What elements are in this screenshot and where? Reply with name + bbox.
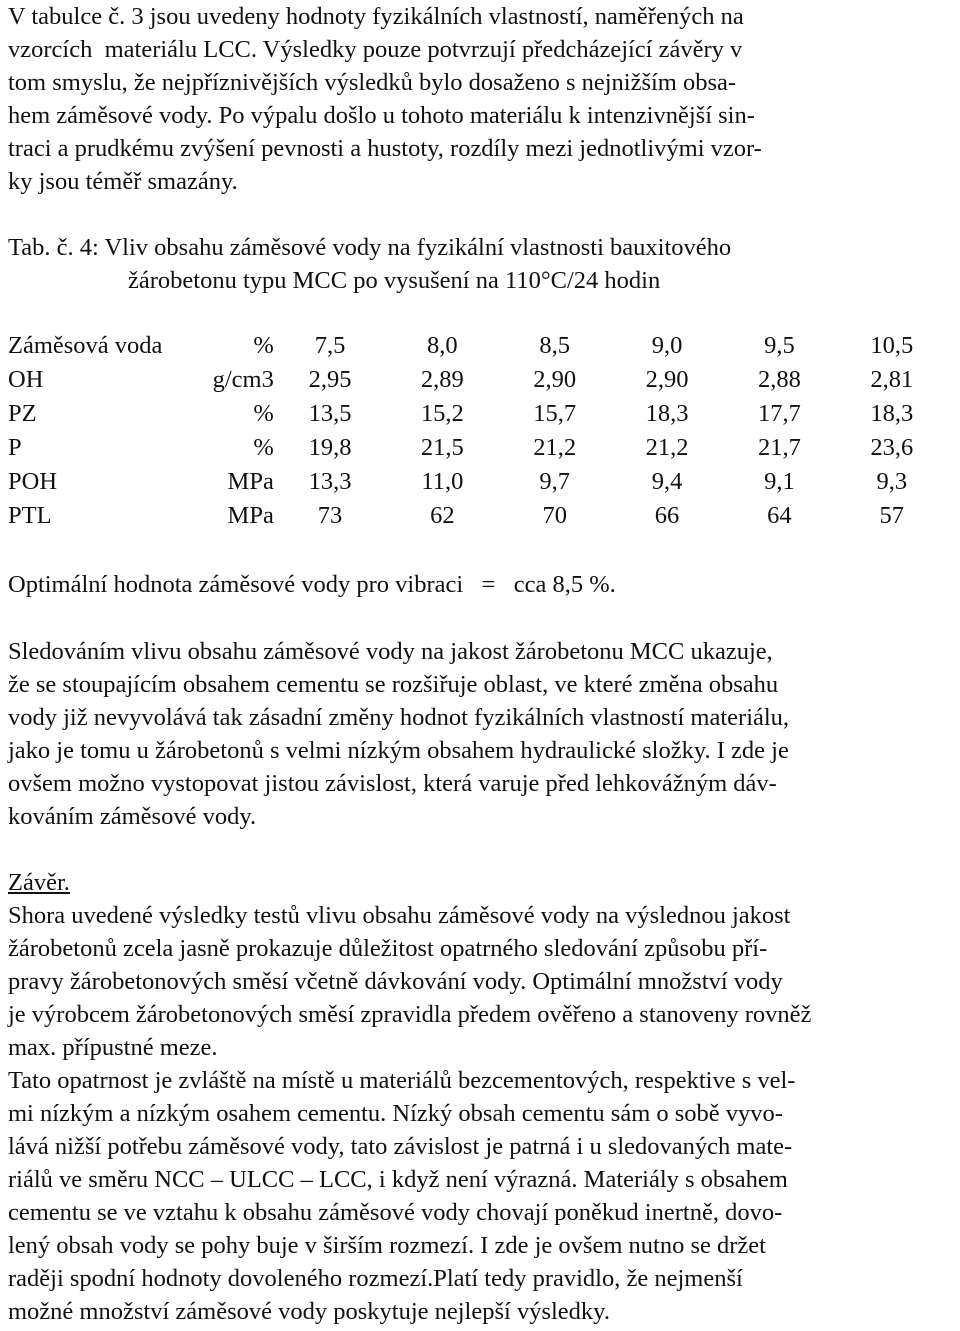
row-unit: % <box>253 400 274 427</box>
row-unit: MPa <box>227 468 274 495</box>
intro-line: traci a prudkému zvýšení pevnosti a hustoty, rozdíly mezi jednotlivými vzor- <box>8 135 762 162</box>
table-row <box>8 465 948 499</box>
table-cell: 73 <box>317 502 343 529</box>
table-cell: 18,3 <box>645 400 689 427</box>
intro-line: vzorcích materiálu LCC. Výsledky pouze potvrzují předcházející závěry v <box>8 36 743 63</box>
conclusion-line: max. přípustné meze. <box>8 1034 218 1061</box>
conclusion-line: je výrobcem žárobetonových směsí zpravidla předem ověřeno a stanoveny rovněž <box>8 1001 812 1028</box>
intro-line: V tabulce č. 3 jsou uvedeny hodnoty fyzikálních vlastností, naměřených na <box>8 3 744 30</box>
table-row <box>8 329 948 363</box>
table-row <box>8 499 948 533</box>
row-unit: % <box>253 332 274 359</box>
table-cell: 23,6 <box>870 434 914 461</box>
row-label: P <box>8 434 22 461</box>
row-label: Záměsová voda <box>8 332 163 359</box>
table-row <box>8 363 948 397</box>
table-cell: 2,90 <box>645 366 689 393</box>
discussion-line: že se stoupajícím obsahem cementu se rozšiřuje oblast, ve které změna obsahu <box>8 671 779 698</box>
conclusion-line: cementu se ve vztahu k obsahu záměsové vody chovají poněkud inertně, dovo- <box>8 1199 783 1226</box>
properties-table <box>8 329 948 533</box>
table-cell: 11,0 <box>421 468 464 495</box>
table-cell: 9,7 <box>539 468 570 495</box>
discussion-line: jako je tomu u žárobetonů s velmi nízkým obsahem hydraulické složky. I zde je <box>8 737 789 764</box>
intro-line: tom smyslu, že nejpříznivějších výsledků bylo dosaženo s nejnižším obsa- <box>8 69 737 96</box>
table-cell: 2,88 <box>757 366 801 393</box>
table-cell: 13,5 <box>308 400 352 427</box>
row-label: PTL <box>8 502 52 529</box>
table-cell: 21,2 <box>645 434 689 461</box>
table-cell: 9,0 <box>651 332 683 359</box>
table-cell: 62 <box>430 502 455 529</box>
row-label: OH <box>8 366 44 393</box>
conclusion-line: riálů ve směru NCC – ULCC – LCC, i když není výrazná. Materiály s obsahem <box>8 1166 788 1193</box>
table-caption: Tab. č. 4: Vliv obsahu záměsové vody na fyzikální vlastnosti bauxitového <box>8 234 732 261</box>
conclusion-line: raději spodní hodnoty dovoleného rozmezí.Platí tedy pravidlo, že nejmenší <box>8 1265 743 1292</box>
conclusion-line: Tato opatrnost je zvláště na místě u materiálů bezcementových, respektive s vel- <box>8 1067 796 1094</box>
conclusion-heading: Závěr. <box>8 869 70 896</box>
conclusion-line: pravy žárobetonových směsí včetně dávkování vody. Optimální množství vody <box>8 968 783 995</box>
table-cell: 19,8 <box>308 434 352 461</box>
table-cell: 2,81 <box>870 366 914 393</box>
table-cell: 21,5 <box>420 434 464 461</box>
table-cell: 10,5 <box>870 332 914 359</box>
table-cell: 8,0 <box>427 332 458 359</box>
discussion-line: ovšem možno vystopovat jistou závislost, která varuje před lehkovážným dáv- <box>8 770 777 797</box>
table-cell: 57 <box>879 502 905 529</box>
table-cell: 70 <box>542 502 567 529</box>
table-cell: 8,5 <box>539 332 570 359</box>
conclusion-line: mi nízkým a nízkým osahem cementu. Nízký obsah cementu sám o sobě vyvo- <box>8 1100 783 1127</box>
table-cell: 2,89 <box>420 366 464 393</box>
table-cell: 17,7 <box>757 400 801 427</box>
table-cell: 9,1 <box>764 468 795 495</box>
table-cell: 66 <box>654 502 680 529</box>
row-label: POH <box>8 468 58 495</box>
table-cell: 18,3 <box>870 400 914 427</box>
table-cell: 9,5 <box>764 332 795 359</box>
table-cell: 21,2 <box>533 434 577 461</box>
intro-line: hem záměsové vody. Po výpalu došlo u tohoto materiálu k intenzivnější sin- <box>8 102 755 129</box>
conclusion-line: možné množství záměsové vody poskytuje nejlepší výsledky. <box>8 1298 610 1325</box>
intro-line: ky jsou téměř smazány. <box>8 168 238 195</box>
conclusion-line: lený obsah vody se pohy buje v širším rozmezí. I zde je ovšem nutno se držet <box>8 1232 766 1259</box>
table-cell: 9,3 <box>876 468 908 495</box>
conclusion-line: lává nižší potřebu záměsové vody, tato závislost je patrná i u sledovaných mate- <box>8 1133 793 1160</box>
table-cell: 15,2 <box>420 400 464 427</box>
table-cell: 13,3 <box>308 468 352 495</box>
optimum-statement: Optimální hodnota záměsové vody pro vibraci = cca 8,5 %. <box>8 571 616 598</box>
table-cell: 21,7 <box>757 434 801 461</box>
row-unit: MPa <box>227 502 274 529</box>
row-unit: % <box>253 434 274 461</box>
discussion-line: kováním záměsové vody. <box>8 803 257 830</box>
table-cell: 2,90 <box>533 366 577 393</box>
discussion-line: vody již nevyvolává tak zásadní změny hodnot fyzikálních vlastností materiálu, <box>8 704 790 731</box>
table-cell: 2,95 <box>308 366 352 393</box>
table-row <box>8 397 948 431</box>
table-caption-continued: žárobetonu typu MCC po vysušení na 110°C/24 hodin <box>128 267 661 294</box>
table-cell: 9,4 <box>651 468 683 495</box>
conclusion-line: Shora uvedené výsledky testů vlivu obsahu záměsové vody na výslednou jakost <box>8 902 791 929</box>
table-cell: 15,7 <box>533 400 577 427</box>
row-unit: g/cm3 <box>212 366 274 393</box>
row-label: PZ <box>8 400 37 427</box>
table-cell: 64 <box>767 502 792 529</box>
table-cell: 7,5 <box>314 332 346 359</box>
conclusion-line: žárobetonů zcela jasně prokazuje důležitost opatrného sledování způsobu pří- <box>8 935 768 962</box>
table-row <box>8 431 948 465</box>
discussion-line: Sledováním vlivu obsahu záměsové vody na jakost žárobetonu MCC ukazuje, <box>8 638 773 665</box>
